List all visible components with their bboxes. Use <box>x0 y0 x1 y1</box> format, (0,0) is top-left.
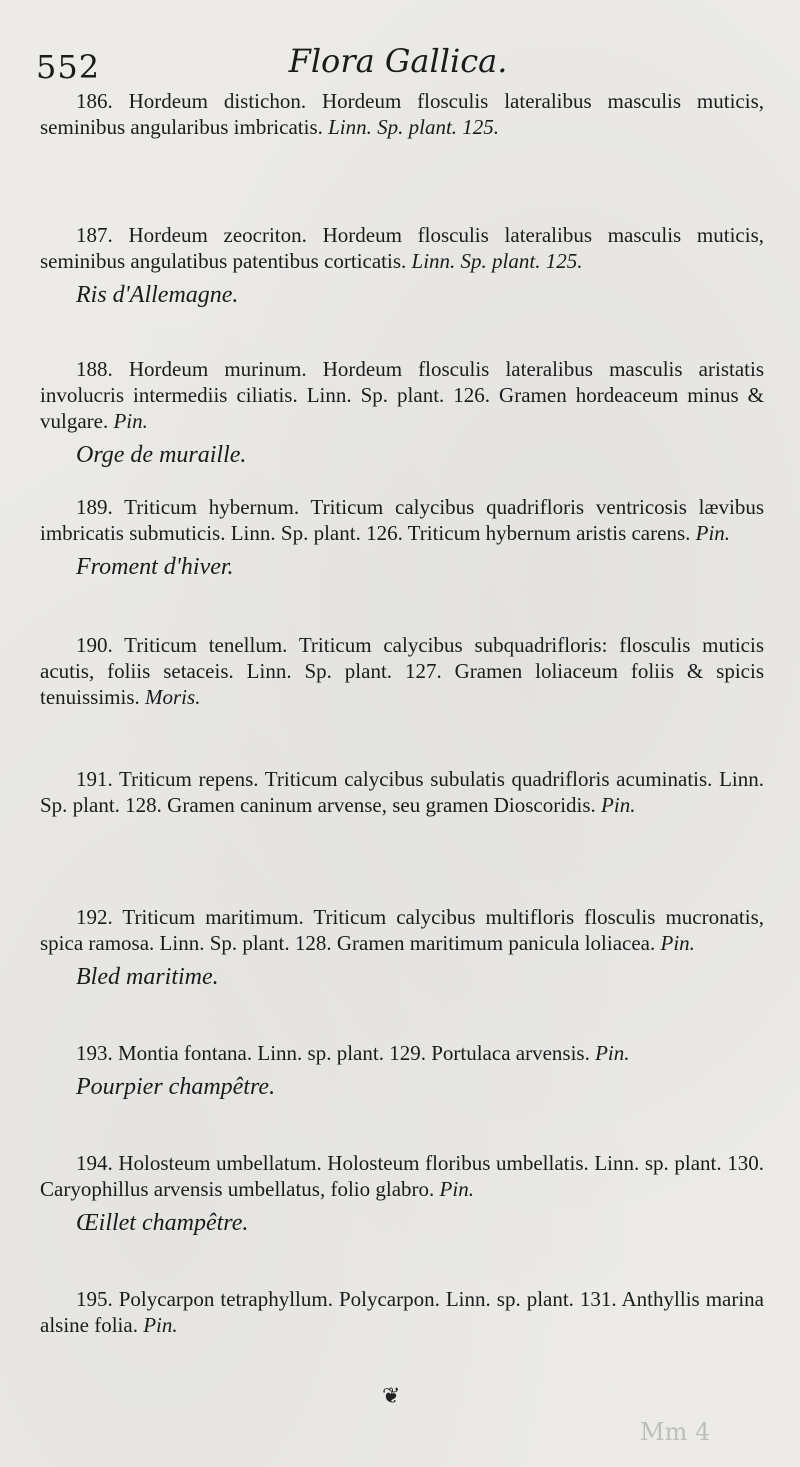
entry-text: 192. Triticum maritimum. Triticum calycibus multifloris flosculis mucronatis, spica ramosa. Linn. Sp. plant. 128. Gramen maritimum panicula loliacea. Pin. <box>40 905 765 955</box>
entry-194 <box>40 1150 764 1238</box>
entry-190 <box>40 632 764 710</box>
running-title: Flora Gallica. <box>288 42 508 80</box>
entry-186 <box>40 88 764 140</box>
page-header <box>36 42 760 88</box>
entry-191 <box>40 766 764 818</box>
entry-text: 186. Hordeum distichon. Hordeum flosculis lateralibus masculis muticis, seminibus angularibus imbricatis. Linn. Sp. plant. 125. <box>40 89 765 139</box>
fleuron-ornament-icon: ❦ <box>382 1384 401 1409</box>
entry-text: 187. Hordeum zeocriton. Hordeum flosculis lateralibus masculis muticis, seminibus angulatibus patentibus corticatis. Linn. Sp. plant. 125. <box>40 223 765 273</box>
entry-188 <box>40 356 764 470</box>
french-name: Bled maritime. <box>76 964 219 990</box>
french-name: Orge de muraille. <box>76 442 247 468</box>
entry-text: 194. Holosteum umbellatum. Holosteum floribus umbellatis. Linn. sp. plant. 130. Caryophillus arvensis umbellatus, folio glabro. Pin. <box>40 1151 764 1201</box>
french-name: Pourpier champêtre. <box>76 1074 276 1100</box>
entry-text: 190. Triticum tenellum. Triticum calycibus subquadrifloris: flosculis muticis acutis, foliis setaceis. Linn. Sp. plant. 127. Gramen loliaceum foliis & spicis tenuissimis. Moris. <box>40 633 764 709</box>
french-name: Froment d'hiver. <box>76 554 234 580</box>
entry-192 <box>40 904 764 992</box>
french-name: Œillet champêtre. <box>76 1210 249 1236</box>
entry-text: 191. Triticum repens. Triticum calycibus subulatis quadrifloris acuminatis. Linn. Sp. plant. 128. Gramen caninum arvense, seu gramen Dioscoridis. Pin. <box>40 767 764 817</box>
french-name: Ris d'Allemagne. <box>76 282 239 308</box>
entry-193 <box>40 1040 764 1102</box>
entry-text: 193. Montia fontana. Linn. sp. plant. 129. Portulaca arvensis. Pin. <box>76 1041 630 1065</box>
entry-text: 188. Hordeum murinum. Hordeum flosculis lateralibus masculis aristatis involucris intermediis ciliatis. Linn. Sp. plant. 126. Gramen hordeaceum minus & vulgare. Pin. <box>40 357 765 433</box>
entry-195 <box>40 1286 764 1338</box>
page-number: 552 <box>36 48 101 86</box>
entry-187 <box>40 222 764 310</box>
entry-text: 195. Polycarpon tetraphyllum. Polycarpon. Linn. sp. plant. 131. Anthyllis marina alsine folia. Pin. <box>40 1287 764 1337</box>
entry-189 <box>40 494 764 582</box>
entry-text: 189. Triticum hybernum. Triticum calycibus quadrifloris ventricosis lævibus imbricatis submuticis. Linn. Sp. plant. 126. Triticum hybernum aristis carens. Pin. <box>40 495 764 545</box>
signature-mark: Mm 4 <box>640 1418 711 1446</box>
